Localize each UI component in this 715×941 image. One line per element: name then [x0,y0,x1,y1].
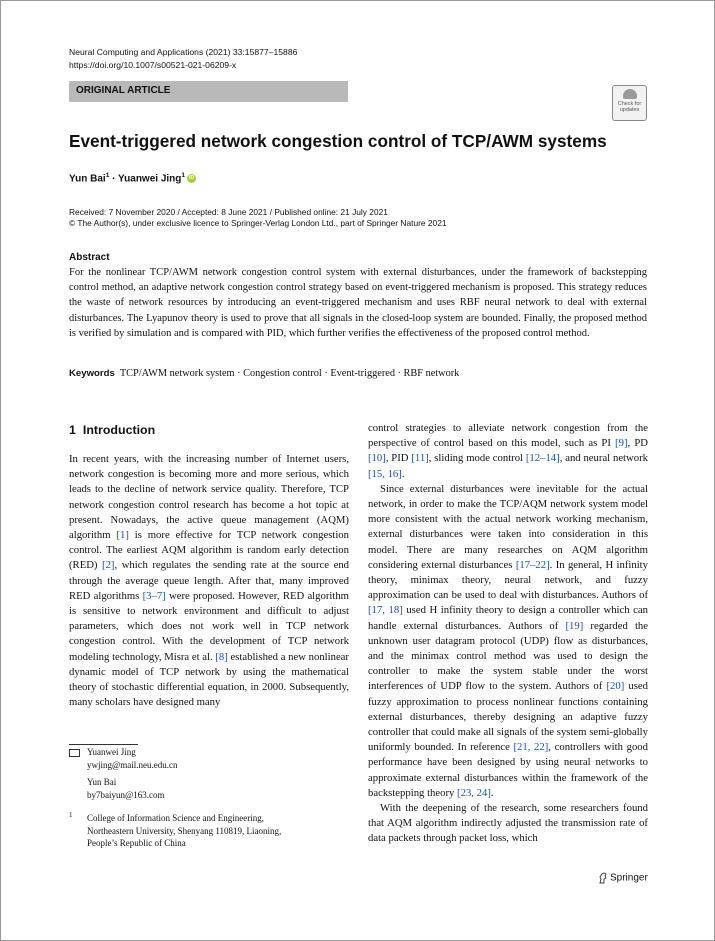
intro-paragraph-1-cont: control strategies to alleviate network congestion from the perspective of control based on this model, such as PI [9], PD [10], PID [11], sliding mode control [12–14], and neural network [15, 16]. [368,422,648,480]
keywords [69,368,459,379]
author-name-2: Yuanwei Jing [118,173,182,185]
affiliation-line-3: People’s Republic of China [87,838,186,848]
corresponding-author-note [69,746,178,801]
right-column [368,421,648,847]
author2-name: Yun Bai [87,777,117,787]
author-list [69,172,196,184]
keywords-text: TCP/AWM network system · Congestion control · Event-triggered · RBF network [119,368,460,379]
author-separator: · [109,173,119,185]
author-affil-1: 1 [105,172,110,179]
affiliation-number: 1 [69,811,73,819]
footnote-rule [69,744,138,745]
paper-title: Event-triggered network congestion control of TCP/AWM systems [69,131,607,151]
springer-horse-icon [598,872,608,884]
citation-link[interactable]: [17, 18] [368,604,403,617]
citation-link[interactable]: [17–22] [515,558,550,571]
citation-link[interactable]: [15, 16] [368,467,402,480]
left-column [69,452,349,710]
orcid-icon[interactable]: iD [188,175,195,182]
envelope-icon [69,749,80,757]
citation-link[interactable]: [8] [215,650,228,663]
copyright-line: © The Author(s), under exclusive licence to Springer-Verlag London Ltd., part of Springer Nature 2021 [69,218,447,228]
check-for-updates-icon [623,89,637,99]
affiliation-line-2: Northeastern University, Shenyang 110819, Liaoning, [87,825,282,836]
citation-link[interactable]: [11] [411,452,429,465]
citation-link[interactable]: [12–14] [525,452,560,465]
section-title: Introduction [82,423,156,437]
journal-citation: Neural Computing and Applications (2021) 33:15877–15886 [69,47,298,57]
intro-paragraph-3: With the deepening of the research, some researchers found that AQM algorithm indirectly adjusted the transmission rate of data packets through packet loss, which [368,802,648,845]
publisher-logo [598,872,648,884]
section-number: 1 [69,423,76,437]
citation-link[interactable]: [19] [565,619,584,632]
citation-link[interactable]: [23, 24] [457,786,491,799]
citation-link[interactable]: [10] [368,452,386,465]
intro-paragraph-2: Since external disturbances were inevitable for the actual network, in order to make the TCP/AQM network system model more consistent with the actual network working mechanism, external disturbances were taken into consideration in this model. There are many researches on AQM algorithm considering external disturbances [17–22]. In general, H infinity theory, minimax theory, neural network, and fuzzy approximation can be used to deal with disturbances. Authors of [17, 18] used H infinity theory to design a controller which can handle external disturbances. Authors of [19] regarded the unknown user datagram protocol (UDP) flow as disturbances, and the minimax control method was used to design the controller to make the system stable under the worst interferences of UDP flow to the system. Authors of [20] used fuzzy approximation to process nonlinear functions containing external disturbances, thereby designing an adaptive fuzzy controller that could make all signals of the system semi-globally uniformly bounded. In reference [21, 22], controllers with good performance have been designed by using neural networks to approximate external disturbances within the framework of the backstepping theory [23, 24]. [368,482,649,799]
article-type-label: ORIGINAL ARTICLE [76,85,171,96]
check-for-updates-badge[interactable] [612,85,647,121]
publication-dates [69,207,447,229]
check-badge-line1: Check for [617,101,642,107]
affiliation-note [69,812,281,850]
author-name-1: Yun Bai [69,173,106,185]
corr-author-name: Yuanwei Jing [87,747,136,757]
author-affil-2: 1 [181,172,186,179]
doi-link[interactable]: https://doi.org/10.1007/s00521-021-06209-x [69,60,237,70]
citation-link[interactable]: [3–7] [142,589,166,602]
check-badge-line2: updates [619,107,640,113]
citation-link[interactable]: [1] [116,529,129,542]
journal-header [69,46,297,72]
citation-link[interactable]: [20] [606,680,625,693]
citation-link[interactable]: [21, 22] [513,741,549,754]
abstract-text: For the nonlinear TCP/AWM network congestion control system with external disturbances, under the framework of backstepping control method, an adaptive network congestion control strategy based on event-triggered mechanism is proposed. This strategy reduces the waste of network resources by introducing an event-triggered mechanism and uses RBF neural network to deal with external disturbances. The Lyapunov theory is used to prove that all signals in the closed-loop system are bounded. Finally, the proposed method is verified by simulation and is compared with PID, which further verifies the effectiveness of the proposed control method. [69,267,647,339]
publisher-name: Springer [610,872,648,884]
affiliation-line-1: College of Information Science and Engineering, [87,813,264,823]
section-heading [69,423,155,437]
citation-link[interactable]: [2] [102,559,115,572]
corr-author-email[interactable]: ywjing@mail.neu.edu.cn [87,759,178,770]
author2-email[interactable]: by7baiyun@163.com [87,789,165,800]
keywords-label: Keywords [69,368,115,379]
citation-link[interactable]: [9] [615,437,628,450]
article-type-bar [69,81,348,102]
intro-paragraph-1: In recent years, with the increasing number of Internet users, network congestion is becoming more and more serious, which leads to the decline of network service quality. Therefore, TCP network congestion control research has become a hot topic at present. Nowadays, the active queue management (AQM) algorithm [1] is more effective for TCP network congestion control. The earliest AQM algorithm is random early detection (RED) [2], which regulates the sending rate at the source end through the average queue length. After that, many improved RED algorithms [3–7] were proposed. However, RED algorithm is sensitive to network environment and difficult to adjust parameters, which does not work well in TCP network congestion control. With the development of TCP network modeling technology, Misra et al. [8] established a new nonlinear dynamic model of TCP network by using the mathematical theory of stochastic differential equation, in 2000. Subsequently, many scholars have designed many [69,453,350,709]
dates-line: Received: 7 November 2020 / Accepted: 8 June 2021 / Published online: 21 July 2021 [69,207,388,217]
abstract-heading: Abstract [69,252,110,263]
